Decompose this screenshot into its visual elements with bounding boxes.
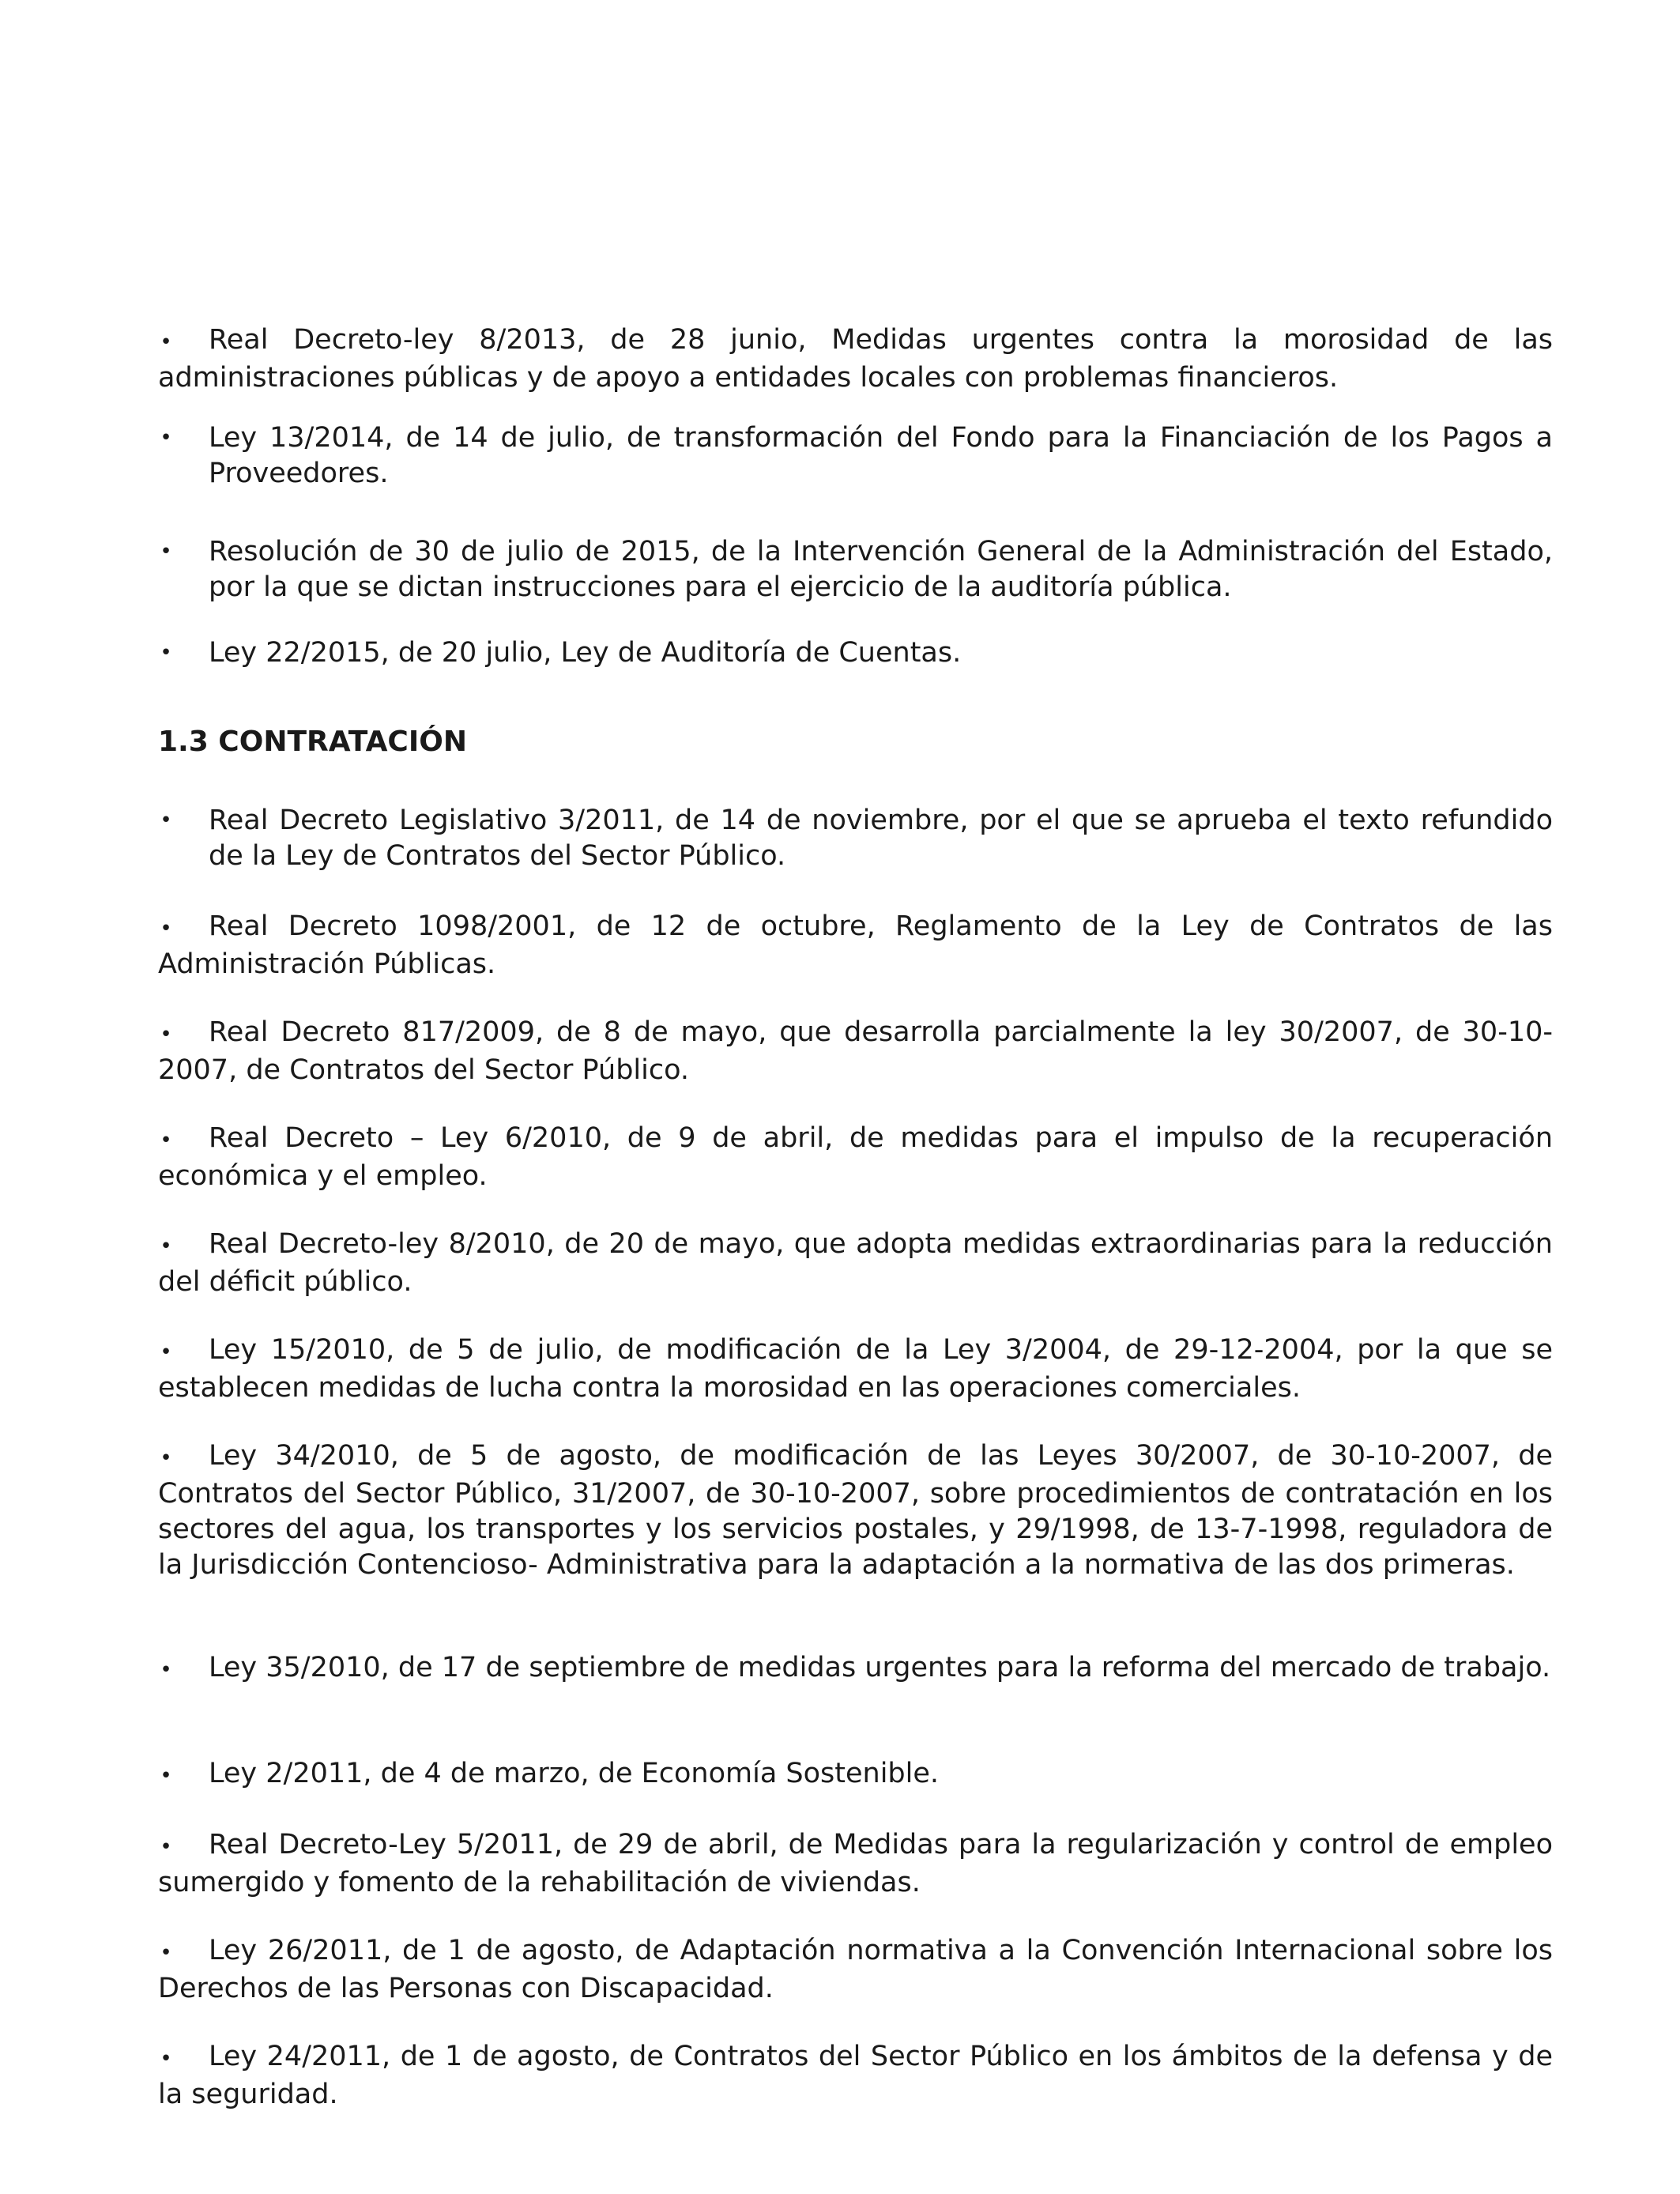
- list-item-text: Ley 13/2014, de 14 de julio, de transformación del Fondo para la Financiación de los Pagos a Proveedores.: [209, 422, 1553, 489]
- list-item-text: Ley 2/2011, de 4 de marzo, de Economía Sostenible.: [209, 1758, 940, 1789]
- list-item-text: Real Decreto-ley 8/2013, de 28 junio, Medidas urgentes contra la morosidad de las administraciones públicas y de apoyo a entidades locales con problemas financieros.: [158, 324, 1553, 394]
- list-item: [158, 1227, 1553, 1300]
- list-item: [158, 420, 1553, 492]
- list-item-text: Ley 24/2011, de 1 de agosto, de Contratos del Sector Público en los ámbitos de la defensa y de la seguridad.: [158, 2041, 1553, 2110]
- bullet-icon: •: [160, 1658, 172, 1682]
- bullet-icon: •: [160, 540, 172, 564]
- list-item-text: Real Decreto-ley 8/2010, de 20 de mayo, que adopta medidas extraordinarias para la reducción del déficit público.: [158, 1228, 1553, 1298]
- bullet-icon: •: [160, 2047, 172, 2071]
- list-item: [158, 635, 1553, 671]
- list-item: [158, 1650, 1553, 1688]
- section-heading: 1.3 CONTRATACIÓN: [158, 726, 467, 758]
- list-item: [158, 534, 1553, 605]
- list-item: [158, 322, 1553, 396]
- list-item-text: Ley 26/2011, de 1 de agosto, de Adaptación normativa a la Convención Internacional sobre los Derechos de las Personas con Discapacidad.: [158, 1935, 1553, 2004]
- bullet-icon: •: [160, 641, 172, 665]
- list-item: [158, 803, 1553, 874]
- list-item-text: Real Decreto – Ley 6/2010, de 9 de abril, de medidas para el impulso de la recuperación económica y el empleo.: [158, 1122, 1553, 1192]
- bullet-icon: •: [160, 1235, 172, 1258]
- list-item-text: Ley 35/2010, de 17 de septiembre de medidas urgentes para la reforma del mercado de trabajo.: [209, 1652, 1551, 1683]
- bullet-icon: •: [160, 1340, 172, 1364]
- list-item: [158, 1827, 1553, 1901]
- list-item: [158, 1015, 1553, 1088]
- list-item: [158, 1121, 1553, 1194]
- list-item: [158, 2039, 1553, 2113]
- list-item-text: Real Decreto 817/2009, de 8 de mayo, que desarrolla parcialmente la ley 30/2007, de 30-10-2007, de Contratos del Sector Público.: [158, 1016, 1553, 1086]
- list-item-text: Ley 22/2015, de 20 julio, Ley de Auditoría de Cuentas.: [209, 637, 962, 669]
- bullet-icon: •: [160, 809, 172, 832]
- bullet-icon: •: [160, 1023, 172, 1046]
- list-item-text: Ley 15/2010, de 5 de julio, de modificación de la Ley 3/2004, de 29-12-2004, por la que se establecen medidas de lucha contra la morosidad en las operaciones comerciales.: [158, 1334, 1553, 1404]
- bullet-icon: •: [160, 917, 172, 941]
- bullet-icon: •: [160, 1129, 172, 1152]
- bullet-icon: •: [160, 1446, 172, 1470]
- list-item: [158, 1933, 1553, 2007]
- list-item-text: Resolución de 30 de julio de 2015, de la Intervención General de la Administración del Estado, por la que se dictan instrucciones para el ejercicio de la auditoría pública.: [209, 536, 1553, 603]
- bullet-icon: •: [160, 1764, 172, 1788]
- bullet-icon: •: [160, 1941, 172, 1965]
- list-item-text: Ley 34/2010, de 5 de agosto, de modificación de las Leyes 30/2007, de 30-10-2007, de Contratos del Sector Público, 31/2007, de 30-10-2007, sobre procedimientos de contratación en los sectores del agua, los transportes y los servicios postales, y 29/1998, de 13-7-1998, reguladora de la Jurisdicción Contencioso- Administrativa para la adaptación a la normativa de las dos primeras.: [158, 1440, 1553, 1581]
- bullet-icon: •: [160, 426, 172, 450]
- list-item-text: Real Decreto Legislativo 3/2011, de 14 de noviembre, por el que se aprueba el texto refundido de la Ley de Contratos del Sector Público.: [209, 805, 1553, 872]
- list-item: [158, 1756, 1553, 1794]
- list-item: [158, 909, 1553, 982]
- list-item-text: Real Decreto 1098/2001, de 12 de octubre, Reglamento de la Ley de Contratos de las Administración Públicas.: [158, 910, 1553, 980]
- list-item: [158, 1438, 1553, 1583]
- list-item-text: Real Decreto-Ley 5/2011, de 29 de abril, de Medidas para la regularización y control de empleo sumergido y fomento de la rehabilitación de viviendas.: [158, 1829, 1553, 1898]
- list-item: [158, 1333, 1553, 1406]
- bullet-icon: •: [160, 330, 172, 354]
- bullet-icon: •: [160, 1835, 172, 1859]
